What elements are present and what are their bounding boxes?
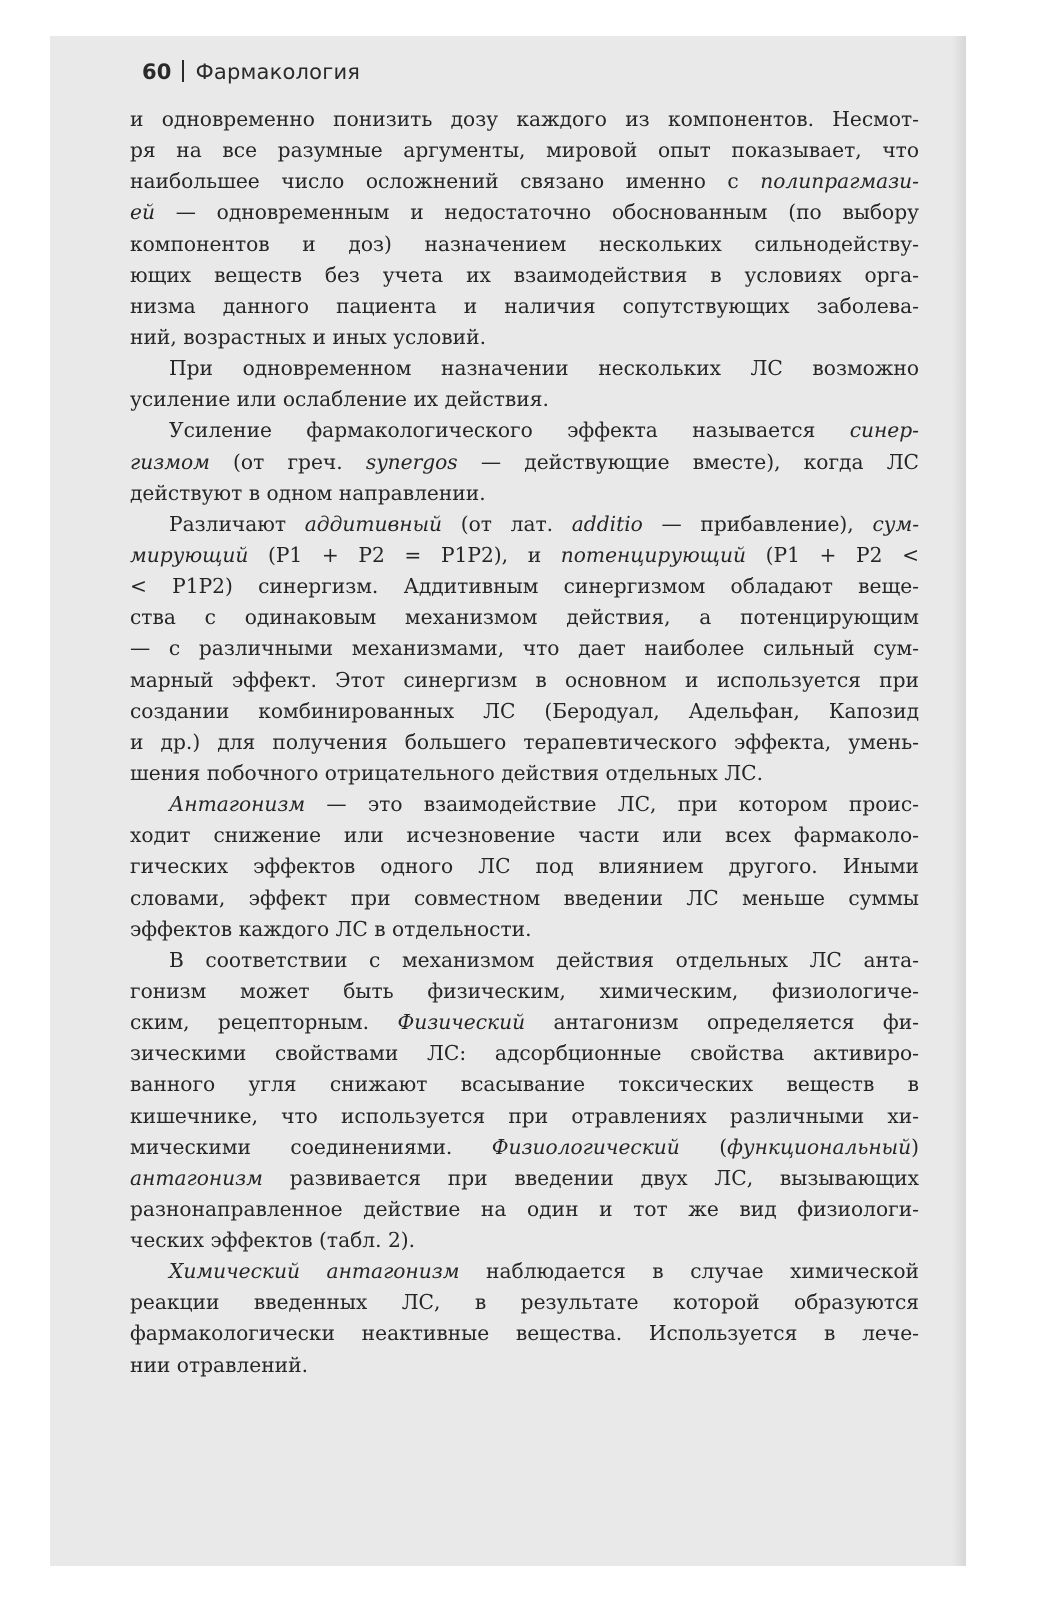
page-number: 60 (142, 60, 172, 84)
paragraph (130, 104, 919, 353)
header-divider (182, 60, 184, 82)
paragraph (130, 945, 919, 1256)
text-run: Усиление фармакологического эффекта называется (169, 418, 850, 443)
text-line (130, 696, 919, 727)
text-run: усиление или ослабление их действия. (130, 387, 549, 412)
italic-term: антагонизм (130, 1165, 263, 1190)
text-line (130, 758, 919, 789)
text-run: — действующие вместе), когда ЛС (457, 449, 919, 474)
text-run: наибольшее число осложнений связано именно с (130, 169, 761, 194)
text-run: и др.) для получения большего терапевтического эффекта, умень- (130, 729, 919, 754)
text-run: эффектов каждого ЛС в отдельности. (130, 916, 532, 941)
text-line (130, 135, 919, 166)
text-run: ским, рецепторным. (130, 1010, 398, 1035)
text-run: ческих эффектов (табл. 2). (130, 1228, 416, 1253)
italic-term: ей (130, 200, 155, 225)
body-text (130, 104, 919, 1381)
text-line (130, 727, 919, 758)
text-run: развивается при введении двух ЛС, вызывающих (262, 1165, 919, 1190)
text-line (130, 166, 919, 197)
italic-term: сум- (872, 511, 919, 536)
text-line (130, 1038, 919, 1069)
text-run: создании комбинированных ЛС (Беродуал, Адельфан, Капозид (130, 698, 919, 723)
text-run: ванного угля снижают всасывание токсических веществ в (130, 1072, 919, 1097)
text-run: словами, эффект при совместном введении ЛС меньше суммы (130, 885, 919, 910)
text-line (130, 602, 919, 633)
text-run: — прибавление), (642, 511, 873, 536)
text-run: кишечнике, что используется при отравлениях различными хи- (130, 1103, 919, 1128)
paragraph (130, 789, 919, 945)
text-line (130, 1287, 919, 1318)
text-run: мическими соединениями. (130, 1134, 492, 1159)
paragraph (130, 1256, 919, 1381)
italic-term: synergos (365, 449, 458, 474)
text-line (130, 633, 919, 664)
italic-term: функциональный (727, 1134, 912, 1159)
italic-term: Химический антагонизм (169, 1259, 460, 1284)
text-run: фармакологически неактивные вещества. Используется в лече- (130, 1321, 919, 1346)
text-line (130, 509, 919, 540)
text-line (130, 415, 919, 446)
text-run: шения побочного отрицательного действия отдельных ЛС. (130, 760, 764, 785)
text-line (130, 851, 919, 882)
text-run: ющих веществ без учета их взаимодействия в условиях орга- (130, 262, 919, 287)
text-line (130, 1256, 919, 1287)
text-line (130, 789, 919, 820)
text-line (130, 447, 919, 478)
text-line (130, 820, 919, 851)
text-run: нии отравлений. (130, 1352, 308, 1377)
text-run: ний, возрастных и иных условий. (130, 324, 486, 349)
text-line (130, 945, 919, 976)
paragraph (130, 353, 919, 415)
italic-term: аддитивный (304, 511, 443, 536)
text-run: — одновременным и недостаточно обоснованным (по выбору (154, 200, 919, 225)
book-page (50, 36, 966, 1566)
text-run: низма данного пациента и наличия сопутствующих заболева- (130, 293, 919, 318)
text-line (130, 1225, 919, 1256)
text-line (130, 197, 919, 228)
text-run: (P1 + P2 = P1P2), и (248, 542, 561, 567)
text-run: (от лат. (442, 511, 572, 536)
text-line (130, 1194, 919, 1225)
text-run: ря на все разумные аргументы, мировой опыт показывает, что (130, 138, 919, 163)
text-run: ( (679, 1134, 728, 1159)
text-line (130, 260, 919, 291)
text-line (130, 322, 919, 353)
text-run: < P1P2) синергизм. Аддитивным синергизмом обладают веще- (130, 574, 919, 599)
italic-term: Антагонизм (169, 792, 306, 817)
text-run: При одновременном назначении нескольких ЛС возможно (169, 356, 919, 381)
text-run: зическими свойствами ЛС: адсорбционные свойства активиро- (130, 1041, 919, 1066)
text-run: гонизм может быть физическим, химическим, физиологиче- (130, 978, 919, 1003)
text-line (130, 1069, 919, 1100)
text-line (130, 1132, 919, 1163)
text-line (130, 1318, 919, 1349)
italic-term: синер- (849, 418, 919, 443)
text-line (130, 478, 919, 509)
text-run: компонентов и доз) назначением нескольких сильнодейству- (130, 231, 919, 256)
text-line (130, 571, 919, 602)
text-run: гических эффектов одного ЛС под влиянием другого. Иными (130, 854, 919, 879)
text-line (130, 665, 919, 696)
italic-term: additio (571, 511, 643, 536)
text-run: антагонизм определяется фи- (525, 1010, 919, 1035)
text-run: ства с одинаковым механизмом действия, а потенцирующим (130, 605, 919, 630)
text-run: действуют в одном направлении. (130, 480, 486, 505)
text-line (130, 976, 919, 1007)
text-line (130, 1007, 919, 1038)
text-run: ) (911, 1134, 919, 1159)
italic-term: гизмом (130, 449, 210, 474)
text-run: разнонаправленное действие на один и тот же вид физиологи- (130, 1196, 919, 1221)
text-line (130, 353, 919, 384)
text-line (130, 883, 919, 914)
text-line (130, 384, 919, 415)
text-line (130, 914, 919, 945)
text-line (130, 1350, 919, 1381)
paragraph (130, 415, 919, 508)
text-run: Различают (169, 511, 305, 536)
text-run: ходит снижение или исчезновение части или всех фармаколо- (130, 823, 919, 848)
text-run: реакции введенных ЛС, в результате которой образуются (130, 1290, 919, 1315)
italic-term: потенцирующий (560, 542, 747, 567)
paragraph (130, 509, 919, 789)
text-run: В соответствии с механизмом действия отдельных ЛС анта- (169, 947, 919, 972)
text-line (130, 291, 919, 322)
text-run: (P1 + P2 < (746, 542, 919, 567)
italic-term: Физиологический (491, 1134, 680, 1159)
text-line (130, 104, 919, 135)
text-line (130, 229, 919, 260)
running-head (142, 60, 360, 84)
text-line (130, 1101, 919, 1132)
text-line (130, 1163, 919, 1194)
italic-term: Физический (397, 1010, 526, 1035)
text-run: (от греч. (209, 449, 366, 474)
text-run: — с различными механизмами, что дает наиболее сильный сум- (130, 636, 919, 661)
section-title: Фармакология (195, 60, 361, 84)
text-line (130, 540, 919, 571)
italic-term: мирующий (130, 542, 249, 567)
italic-term: полипрагмази- (760, 169, 919, 194)
text-run: — это взаимодействие ЛС, при котором проис- (305, 792, 919, 817)
text-run: марный эффект. Этот синергизм в основном и используется при (130, 667, 919, 692)
text-run: наблюдается в случае химической (459, 1259, 919, 1284)
text-run: и одновременно понизить дозу каждого из компонентов. Несмот- (130, 107, 919, 131)
